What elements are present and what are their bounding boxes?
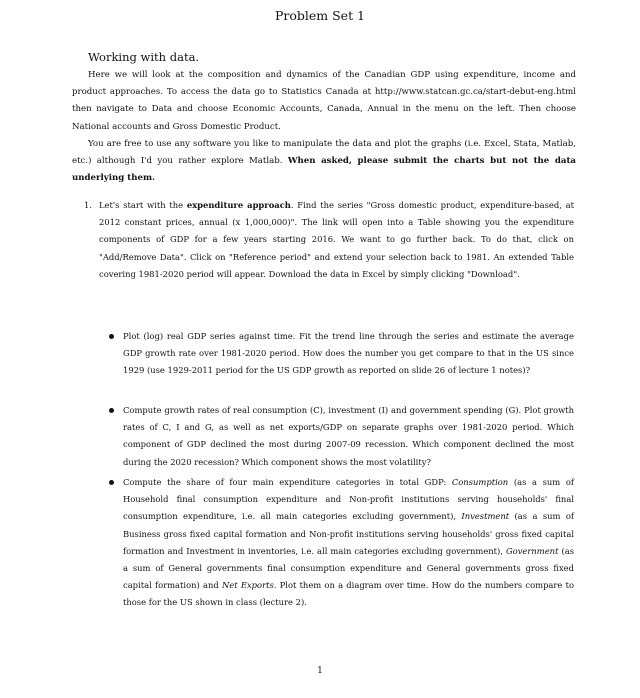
- bullet-3-text-a: Compute the share of four main expenditure categories in total GDP:: [123, 477, 447, 487]
- bullet-icon: [109, 334, 114, 339]
- bullet-3-text-e: . Plot them on a diagram over time. How do the numbers compare to those for the US shown in class (lecture 2).: [123, 580, 574, 608]
- term-consumption: Consumption: [451, 477, 509, 487]
- bullet-2-text: Compute growth rates of real consumption (C), investment (I) and government spending (G). Plot growth rates of C, I and G, as well as net exports/GDP on separate graphs over 1981-2020 period. Which component of GDP declined the most during 2007-09 recession. Which component declined the most during the 2020 recession? Which component shows the most volatility?: [123, 405, 574, 467]
- question-1: [84, 197, 574, 283]
- intro-paragraph-2: [72, 136, 576, 188]
- bullet-1-text: Plot (log) real GDP series against time. Fit the trend line through the series and estimate the average GDP growth rate over 1981-2020 period. How does the number you get compare to that in the US since 1929 (use 1929-2011 period for the US GDP growth as reported on slide 26 of lecture 1 notes)?: [123, 331, 574, 376]
- bullet-icon: [109, 408, 114, 413]
- bullet-3-text-c: (as a sum of Business gross fixed capital formation and Non-profit institutions serving households' gross fixed capital formation and Investment in inventories, i.e. all main categories excluding government),: [123, 511, 574, 556]
- q1-bold-term: expenditure approach: [186, 200, 291, 210]
- intro-text: [72, 67, 576, 187]
- intro-p2-text: You are free to use any software you like to manipulate the data and plot the graphs (i.e. Excel, Stata, Matlab, etc.) although I'd you rather explore Matlab.: [72, 138, 576, 167]
- page-number: 1: [317, 666, 323, 676]
- page-title: Problem Set 1: [274, 8, 366, 23]
- bullet-icon: [109, 480, 114, 485]
- bullet-item-3: [107, 474, 574, 612]
- section-heading: Working with data.: [88, 50, 200, 64]
- q1-text-c: . Find the series "Gross domestic product, expenditure-based, at 2012 constant prices, annual (x 1,000,000)". The link will open into a Table showing you the expenditure components of GDP for a few years starting 2016. We want to go further back. To do that, click on "Add/Remove Data". Click on "Reference period" and extend your selection back to 1981. An extended Table covering 1981-2020 period will appear. Download the data in Excel by simply clicking "Download".: [99, 200, 574, 279]
- intro-paragraph-1: Here we will look at the composition and dynamics of the Canadian GDP using expenditure, income and product approaches. To access the data go to Statistics Canada at http://www.statcan.gc.ca/start-debut-eng.html then navigate to Data and choose Economic Accounts, Canada, Annual in the menu on the left. Then choose National accounts and Gross Domestic Product.: [72, 70, 576, 132]
- q1-text-a: Let's start with the: [99, 200, 184, 210]
- question-number: 1.: [84, 200, 92, 210]
- intro-p2-bold: When asked, please submit the charts but not the data underlying them.: [72, 156, 576, 184]
- bullet-item-2: [107, 402, 574, 471]
- bullet-3-text-d: (as a sum of General governments final consumption expenditure and General governments gross fixed capital formation) and: [123, 545, 574, 591]
- term-net-exports: Net Exports: [221, 580, 274, 591]
- bullet-item-1: [107, 328, 574, 380]
- term-government: Government: [505, 545, 559, 556]
- bullet-3-text-b: (as a sum of Household final consumption expenditure and Non-profit institutions serving households' final consumption expenditure, i.e. all main categories excluding government),: [123, 477, 574, 522]
- term-investment: Investment: [461, 511, 510, 522]
- question-1-body: [99, 197, 574, 283]
